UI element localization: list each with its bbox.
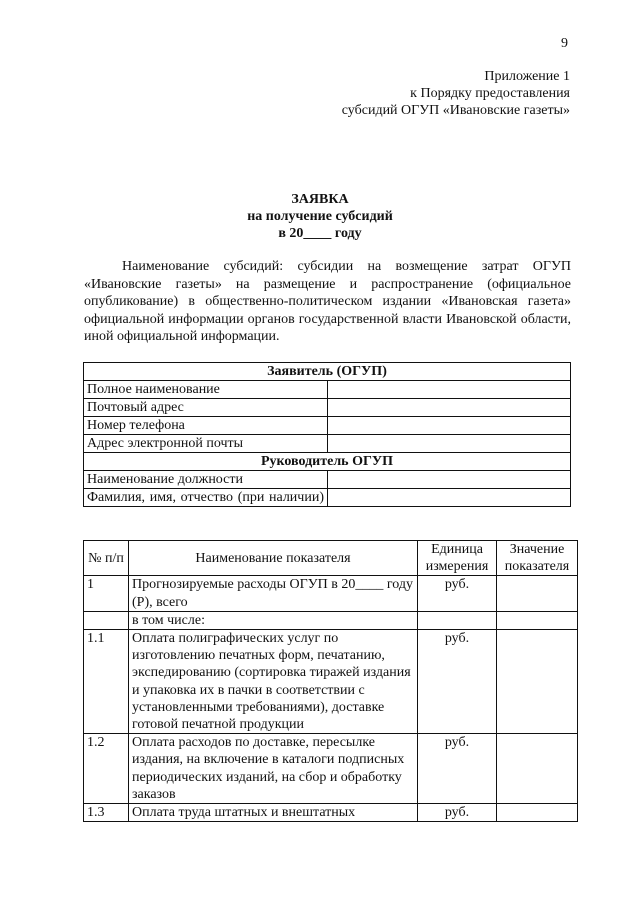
- row-name: в том числе:: [129, 611, 418, 629]
- full-name-label: Фамилия, имя, отчество (при наличии): [87, 490, 324, 505]
- table-header-row: [84, 541, 578, 576]
- appendix-line: к Порядку предоставления: [410, 86, 570, 101]
- row-value-cell[interactable]: [497, 734, 578, 804]
- table-row: [84, 381, 571, 399]
- row-value-cell[interactable]: [497, 576, 578, 611]
- field-label: Полное наименование: [84, 381, 328, 399]
- table-row: [84, 489, 571, 507]
- appendix-line: субсидий ОГУП «Ивановские газеты»: [341, 103, 570, 118]
- row-num: 1.1: [84, 630, 129, 734]
- row-unit: [418, 611, 497, 629]
- field-value-cell[interactable]: [328, 435, 571, 453]
- row-value-cell[interactable]: [497, 630, 578, 734]
- table-row: [84, 399, 571, 417]
- document-title: [0, 191, 640, 242]
- table-row: [84, 417, 571, 435]
- title-line: ЗАЯВКА: [291, 192, 349, 207]
- title-line: на получение субсидий: [247, 209, 393, 224]
- field-label: Адрес электронной почты: [84, 435, 328, 453]
- section-heading-applicant: Заявитель (ОГУП): [84, 363, 571, 381]
- row-name: Оплата полиграфических услуг по изготовлению печатных форм, печатанию, экспедированию (сортировка тиражей издания и упаковка их в пачки в соответствии с установленными требованиями), доставке готовой печатной продукции: [129, 630, 418, 734]
- row-num: 1: [84, 576, 129, 611]
- field-label: Почтовый адрес: [84, 399, 328, 417]
- table-row: [84, 611, 578, 629]
- applicant-table: [83, 362, 571, 507]
- section-heading-director: Руководитель ОГУП: [84, 453, 571, 471]
- table-row: [84, 734, 578, 804]
- header-value: Значение показателя: [497, 541, 578, 576]
- page-number: 9: [561, 36, 568, 51]
- row-value-cell[interactable]: [497, 611, 578, 629]
- field-value-cell[interactable]: [328, 489, 571, 507]
- row-name: Прогнозируемые расходы ОГУП в 20____ году (Р), всего: [129, 576, 418, 611]
- title-line: в 20____ году: [278, 226, 362, 241]
- indicators-table: [83, 540, 578, 822]
- appendix-line: Приложение 1: [484, 69, 570, 84]
- field-label: Номер телефона: [84, 417, 328, 435]
- field-value-cell[interactable]: [328, 471, 571, 489]
- row-value-cell[interactable]: [497, 804, 578, 822]
- field-label: Наименование должности: [84, 471, 328, 489]
- row-num: 1.2: [84, 734, 129, 804]
- header-name: Наименование показателя: [129, 541, 418, 576]
- field-label: [84, 489, 328, 507]
- field-value-cell[interactable]: [328, 399, 571, 417]
- row-num: [84, 611, 129, 629]
- table-row: [84, 435, 571, 453]
- table-row: [84, 576, 578, 611]
- row-unit: руб.: [418, 734, 497, 804]
- subsidy-description: Наименование субсидий: субсидии на возмещение затрат ОГУП «Ивановские газеты» на размещение и распространение (официальное опубликование) в общественно-политическом издании «Ивановская газета» официальной информации органов государственной власти Ивановской области, иной официальной информации.: [84, 259, 571, 344]
- field-value-cell[interactable]: [328, 381, 571, 399]
- table-row: [84, 471, 571, 489]
- table-row: [84, 630, 578, 734]
- row-unit: руб.: [418, 576, 497, 611]
- row-num: 1.3: [84, 804, 129, 822]
- header-unit: Единица измерения: [418, 541, 497, 576]
- row-unit: руб.: [418, 804, 497, 822]
- row-unit: руб.: [418, 630, 497, 734]
- appendix-header: [250, 68, 570, 119]
- field-value-cell[interactable]: [328, 417, 571, 435]
- row-name: Оплата расходов по доставке, пересылке издания, на включение в каталоги подписных периодических изданий, на сбор и обработку заказов: [129, 734, 418, 804]
- header-num: № п/п: [84, 541, 129, 576]
- row-name: Оплата труда штатных и внештатных: [129, 804, 418, 822]
- table-row: [84, 804, 578, 822]
